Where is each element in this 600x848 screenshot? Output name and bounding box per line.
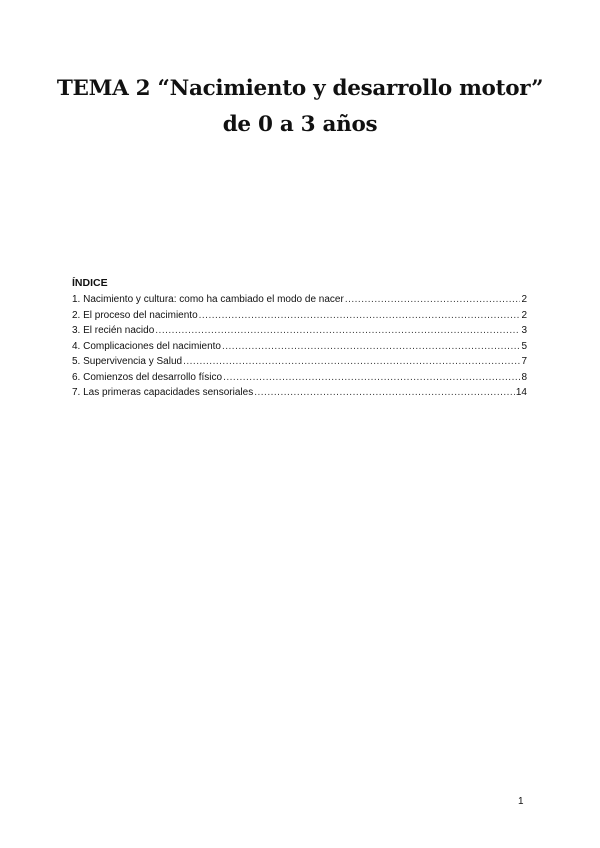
toc-entry-page: 8 [521, 371, 527, 383]
toc-entry-page: 7 [521, 356, 527, 367]
table-of-contents [72, 276, 527, 401]
toc-dot-leader [155, 323, 520, 339]
toc-entry-page: 3 [521, 325, 527, 336]
toc-entry-label: 5. Supervivencia y Salud [72, 356, 183, 367]
toc-entry-page: 5 [521, 340, 527, 352]
toc-entry-page: 2 [521, 309, 527, 321]
toc-dot-leader [345, 292, 521, 308]
toc-heading: ÍNDICE [72, 277, 108, 289]
toc-dot-leader [183, 354, 520, 370]
toc-entry-label: 3. El recién nacido [72, 325, 155, 336]
toc-entry-3[interactable] [72, 323, 527, 339]
toc-entry-1[interactable] [72, 292, 527, 308]
toc-entry-label: 2. El proceso del nacimiento [72, 309, 198, 321]
toc-entry-label: 4. Complicaciones del nacimiento [72, 340, 221, 352]
toc-entry-6[interactable] [72, 370, 527, 386]
toc-entry-label: 1. Nacimiento y cultura: como ha cambiado el modo de nacer [72, 294, 344, 305]
toc-entry-page: 14 [515, 387, 527, 398]
toc-entry-5[interactable] [72, 354, 527, 370]
toc-entry-page: 2 [521, 294, 527, 305]
toc-dot-leader [223, 370, 520, 386]
toc-entry-label: 7. Las primeras capacidades sensoriales [72, 387, 254, 398]
document-title-line-1: TEMA 2 “Nacimiento y desarrollo motor” [56, 76, 544, 101]
toc-dot-leader [199, 308, 521, 324]
toc-dot-leader [222, 339, 520, 355]
toc-entry-4[interactable] [72, 339, 527, 355]
toc-dot-leader [254, 385, 515, 401]
toc-entry-7[interactable] [72, 385, 527, 401]
toc-entry-2[interactable] [72, 308, 527, 324]
document-title-line-2: de 0 a 3 años [222, 112, 378, 137]
page-number: 1 [518, 796, 524, 807]
toc-entry-label: 6. Comienzos del desarrollo físico [72, 371, 223, 383]
toc-list [72, 292, 527, 401]
